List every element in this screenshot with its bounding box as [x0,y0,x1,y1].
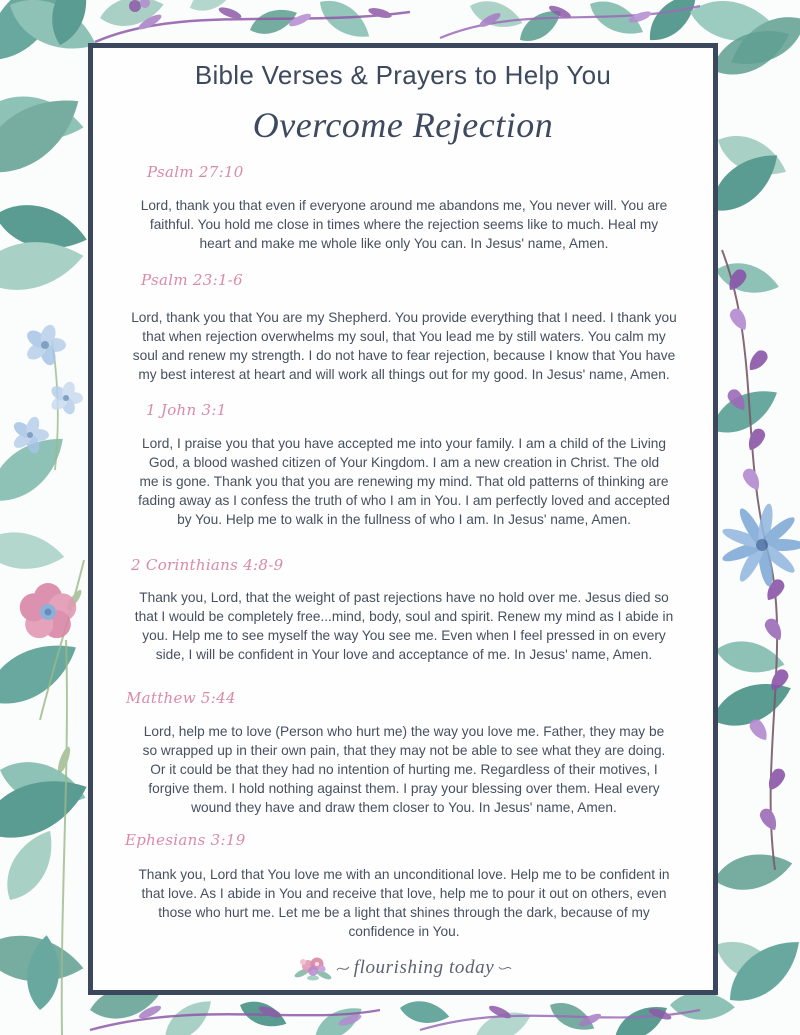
brand-logo [93,953,713,983]
prayer-line: fading away as I confess the truth of who I am in You. I am perfectly loved and accepted [138,493,670,508]
prayer-line: faithful. You hold me close in times where the rejection seems like to much. Heal my [149,217,659,232]
verse-reference: Psalm 23:1-6 [141,271,244,289]
verse-reference: Psalm 27:10 [147,163,244,181]
prayer-line: my best interest at heart and will work all things out for my good. In Jesus' name, Amen. [138,367,670,382]
prayer-line: heart and make me whole like only You can. In Jesus' name, Amen. [199,236,609,251]
swash-left-icon [336,961,350,975]
prayer-text [95,434,713,529]
prayer-text [95,722,713,817]
prayer-text [95,308,713,384]
prayer-line: so wrapped up in their own pain, that they may not be able to see what they are doing. [142,743,666,758]
prayer-line: those who hurt me. Let me be a light that shines through the dark, because of my [158,905,650,920]
prayer-text [95,196,713,253]
prayer-line: Lord, thank you that even if everyone around me abandons me, You never will. You are [140,198,668,213]
page-title: Bible Verses & Prayers to Help You [194,60,612,90]
prayer-line: you. Help me to see myself the way You see me. Even when I feel pressed in on every [142,628,666,643]
prayer-line: forgive them. I hold nothing against them. I pray your blessing over them. Heal every [148,781,660,796]
prayer-line: that I would be completely free...mind, body, soul and spirit. Renew my mind as I abide in [134,609,674,624]
prayer-line: that love. As I abide in You and receive that love, help me to pour it out on others, even [141,886,667,901]
verse-reference: Ephesians 3:19 [125,831,246,849]
prayer-line: Lord, I praise you that you have accepted me into your family. I am a child of the Living [142,436,666,451]
verse-reference: Matthew 5:44 [126,689,236,707]
prayer-line: wound they have and draw them closer to You. In Jesus' name, Amen. [191,800,617,815]
logo-text: flourishing today [353,957,495,978]
prayer-card [88,43,718,995]
prayer-line: soul and renew my strength. I do not have to fear rejection, because I know that You have [132,348,676,363]
prayer-line: Lord, help me to love (Person who hurt me) the way you love me. Father, they may be [143,724,665,739]
swash-right-icon [498,961,512,975]
prayer-line: confidence in You. [348,924,460,939]
prayer-line: God, a blood washed citizen of Your Kingdom. I am a new creation in Christ. The old [148,455,660,470]
flower-bouquet-icon [294,953,332,983]
prayer-line: side, I will be confident in Your love and acceptance of me. In Jesus' name, Amen. [155,647,653,662]
prayer-line: Thank you, Lord that You love me with an unconditional love. Help me to be confident in [138,867,670,882]
prayer-line: Or it could be that they had no intention of hurting me. Regardless of their motives, I [150,762,658,777]
verse-reference: 1 John 3:1 [146,401,227,419]
prayer-line: me is gone. Thank you that you are renewing my mind. That old patterns of thinking are [139,474,669,489]
verse-reference: 2 Corinthians 4:8-9 [131,556,284,574]
prayer-line: that when rejection overwhelms my soul, that You lead me by still waters. You calm my [142,329,666,344]
prayer-text [95,865,713,941]
prayer-line: Lord, thank you that You are my Shepherd. You provide everything that I need. I thank you [131,310,677,325]
page-subtitle: Overcome Rejection [252,105,554,145]
left-leaves [0,81,96,1012]
light-blue-flowers [11,323,83,455]
pink-flower [16,583,80,644]
prayer-line: Thank you, Lord, that the weight of past rejections have no hold over me. Jesus died so [139,590,669,605]
prayer-text [95,588,713,664]
prayer-line: by You. Help me to walk in the fullness of who I am. In Jesus' name, Amen. [177,512,631,527]
